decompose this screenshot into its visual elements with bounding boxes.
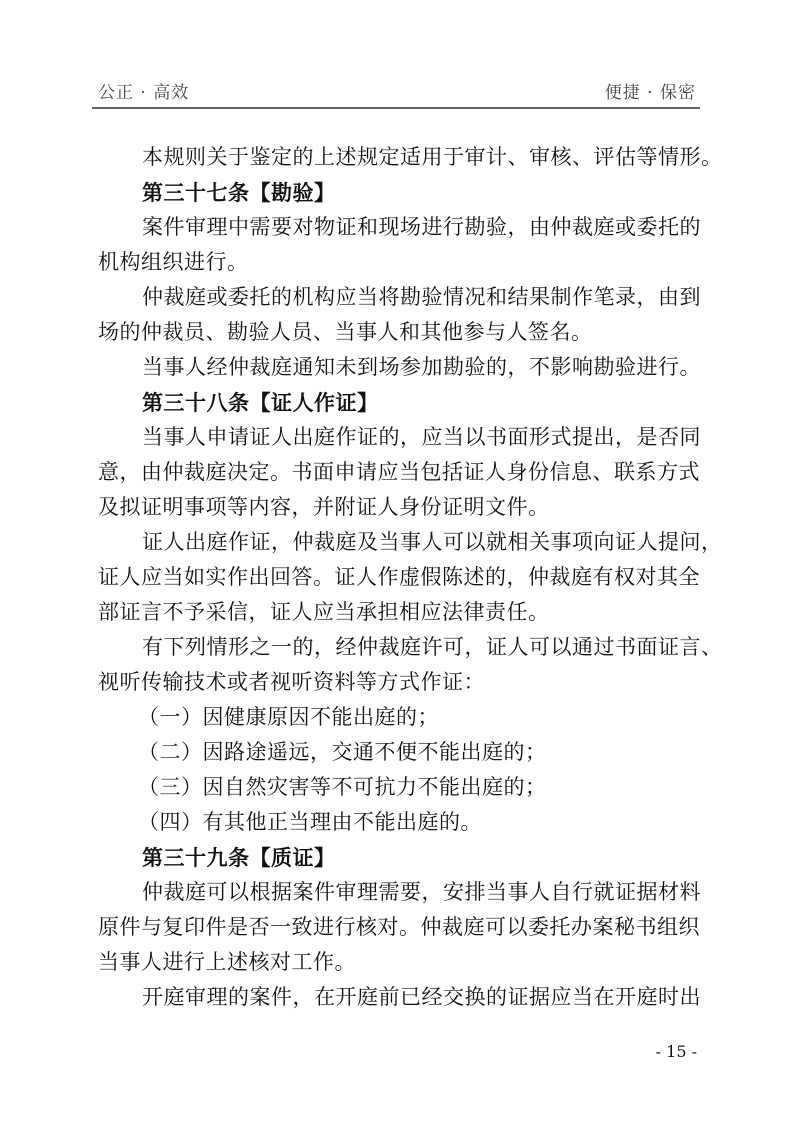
article-heading: 第三十九条【质证】	[142, 845, 336, 870]
list-item: （三）因自然灾害等不可抗力不能出庭的；	[138, 775, 547, 799]
running-header	[98, 78, 696, 102]
paragraph-line: 视听传输技术或者视听资料等方式作证：	[98, 670, 485, 694]
paragraph-line: 有下列情形之一的，经仲裁庭许可，证人可以通过书面证言、	[142, 635, 723, 659]
paragraph-line: 原件与复印件是否一致进行核对。仲裁庭可以委托办案秘书组织	[98, 915, 700, 939]
paragraph-line: 证人出庭作证，仲裁庭及当事人可以就相关事项向证人提问，	[142, 530, 723, 554]
paragraph-line: 仲裁庭可以根据案件审理需要，安排当事人自行就证据材料	[142, 880, 701, 904]
paragraph-line: 场的仲裁员、勘验人员、当事人和其他参与人签名。	[98, 320, 593, 344]
list-item: （二）因路途遥远，交通不便不能出庭的；	[138, 740, 547, 764]
document-body	[98, 140, 723, 1015]
paragraph-line: 意，由仲裁庭决定。书面申请应当包括证人身份信息、联系方式	[98, 460, 700, 484]
paragraph-line: 证人应当如实作出回答。证人作虚假陈述的，仲裁庭有权对其全	[98, 565, 700, 589]
header-left-motto: 公正 · 高效	[98, 83, 190, 103]
article-heading: 第三十八条【证人作证】	[142, 390, 379, 415]
paragraph-line: 及拟证明事项等内容，并附证人身份证明文件。	[98, 495, 550, 519]
paragraph-line: 开庭审理的案件，在开庭前已经交换的证据应当在开庭时出	[142, 985, 701, 1009]
paragraph-line: 当事人经仲裁庭通知未到场参加勘验的，不影响勘验进行。	[142, 355, 701, 379]
paragraph-line: 仲裁庭或委托的机构应当将勘验情况和结果制作笔录，由到	[142, 285, 701, 309]
paragraph-line: 案件审理中需要对物证和现场进行勘验，由仲裁庭或委托的	[142, 215, 701, 239]
paragraph-line: 当事人进行上述核对工作。	[98, 950, 356, 974]
paragraph-line: 机构组织进行。	[98, 250, 249, 274]
paragraph-line: 本规则关于鉴定的上述规定适用于审计、审核、评估等情形。	[142, 145, 723, 169]
list-item: （四）有其他正当理由不能出庭的。	[138, 810, 482, 834]
paragraph-line: 当事人申请证人出庭作证的，应当以书面形式提出，是否同	[142, 425, 701, 449]
header-right-motto: 便捷 · 保密	[604, 83, 696, 103]
header-divider	[92, 107, 700, 109]
page-number: - 15 -	[655, 1042, 697, 1061]
paragraph-line: 部证言不予采信，证人应当承担相应法律责任。	[98, 600, 550, 624]
article-heading: 第三十七条【勘验】	[142, 180, 336, 205]
list-item: （一）因健康原因不能出庭的；	[138, 705, 439, 729]
